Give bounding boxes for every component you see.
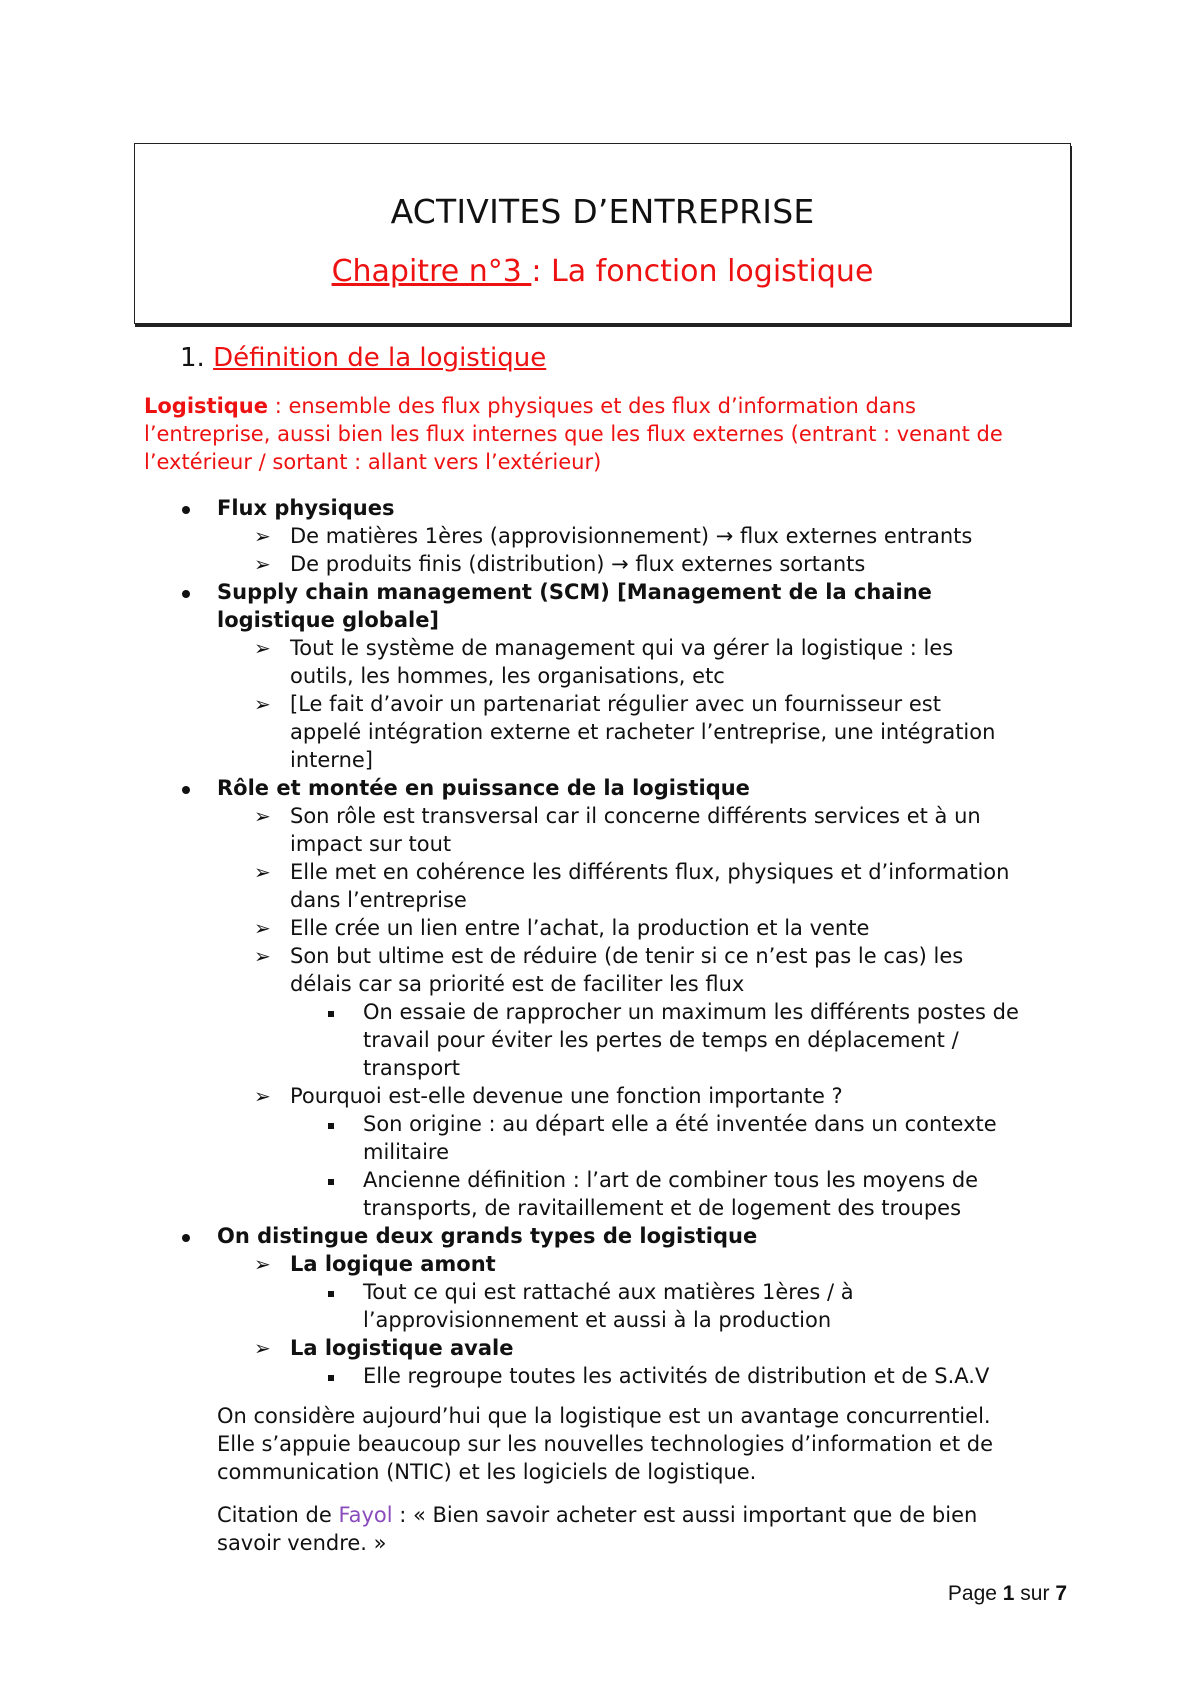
citation-paragraph bbox=[217, 1501, 1077, 1557]
bullet-square-icon bbox=[328, 998, 334, 1026]
chapter-separator: : bbox=[531, 254, 552, 289]
citation-prefix: Citation de bbox=[217, 1503, 339, 1527]
list-line: impact sur tout bbox=[290, 832, 452, 856]
title-box bbox=[134, 143, 1071, 324]
list-line: Ancienne définition : l’art de combiner tous les moyens de bbox=[363, 1168, 979, 1192]
list-line: De produits finis (distribution) → flux externes sortants bbox=[290, 552, 866, 576]
list-line: transports, de ravitaillement et de logement des troupes bbox=[363, 1196, 962, 1220]
list-line: Elle met en cohérence les différents flux, physiques et d’information bbox=[290, 860, 1010, 884]
definition-line: : ensemble des flux physiques et des flux d’information dans bbox=[268, 394, 916, 418]
list-line: La logistique avale bbox=[290, 1336, 514, 1360]
bullet-square-icon bbox=[328, 1110, 334, 1138]
bullet-dot-icon bbox=[182, 578, 190, 606]
definition-term: Logistique bbox=[144, 394, 269, 418]
list-line: [Le fait d’avoir un partenariat régulier avec un fournisseur est bbox=[290, 692, 941, 716]
citation-quote: : « Bien savoir acheter est aussi important que de bien bbox=[392, 1503, 978, 1527]
list-line: Son but ultime est de réduire (de tenir si ce n’est pas le cas) les bbox=[290, 944, 964, 968]
page-total: 7 bbox=[1055, 1582, 1067, 1605]
page-footer bbox=[948, 1582, 1067, 1606]
list-line: délais car sa priorité est de faciliter les flux bbox=[290, 972, 745, 996]
arrow-bullet-icon: ➢ bbox=[254, 1252, 271, 1276]
page-number: 1 bbox=[1002, 1582, 1015, 1605]
definition-line: l’entreprise, aussi bien les flux internes que les flux externes (entrant : venant de bbox=[144, 422, 1003, 446]
chapter-label: Chapitre n°3 bbox=[331, 254, 532, 289]
list-line: Rôle et montée en puissance de la logistique bbox=[217, 776, 750, 800]
arrow-bullet-icon: ➢ bbox=[254, 1084, 271, 1108]
list-line: outils, les hommes, les organisations, etc bbox=[290, 664, 725, 688]
page-word: Page bbox=[947, 1582, 1003, 1605]
list-line: Supply chain management (SCM) [Management de la chaine bbox=[217, 580, 932, 604]
arrow-bullet-icon: ➢ bbox=[254, 636, 271, 660]
citation-author: Fayol bbox=[338, 1503, 393, 1527]
arrow-bullet-icon: ➢ bbox=[254, 692, 271, 716]
bullet-dot-icon bbox=[182, 494, 190, 522]
arrow-bullet-icon: ➢ bbox=[254, 552, 271, 576]
arrow-bullet-icon: ➢ bbox=[254, 860, 271, 884]
list-line: militaire bbox=[363, 1140, 449, 1164]
list-line: Son origine : au départ elle a été inventée dans un contexte bbox=[363, 1112, 997, 1136]
bullet-square-icon bbox=[328, 1166, 334, 1194]
chapter-title: La fonction logistique bbox=[551, 254, 874, 289]
bullet-square-icon bbox=[328, 1278, 334, 1306]
list-line: On distingue deux grands types de logistique bbox=[217, 1224, 758, 1248]
arrow-bullet-icon: ➢ bbox=[254, 916, 271, 940]
list-line: De matières 1ères (approvisionnement) → flux externes entrants bbox=[290, 524, 973, 548]
definition-paragraph bbox=[144, 392, 1074, 476]
paragraph-line: communication (NTIC) et les logiciels de logistique. bbox=[217, 1460, 757, 1484]
list-line: Flux physiques bbox=[217, 496, 395, 520]
list-line: Elle crée un lien entre l’achat, la production et la vente bbox=[290, 916, 870, 940]
list-line: appelé intégration externe et racheter l’entreprise, une intégration bbox=[290, 720, 996, 744]
list-line: On essaie de rapprocher un maximum les différents postes de bbox=[363, 1000, 1019, 1024]
list-line: transport bbox=[363, 1056, 461, 1080]
document-title: ACTIVITES D’ENTREPRISE bbox=[390, 192, 815, 231]
list-line: Tout ce qui est rattaché aux matières 1ères / à bbox=[363, 1280, 854, 1304]
list-line: dans l’entreprise bbox=[290, 888, 467, 912]
paragraph-line: Elle s’appuie beaucoup sur les nouvelles technologies d’information et de bbox=[217, 1432, 994, 1456]
bullet-square-icon bbox=[328, 1362, 334, 1390]
list-line: logistique globale] bbox=[217, 608, 440, 632]
conclusion-paragraph bbox=[217, 1402, 1077, 1486]
paragraph-line: On considère aujourd’hui que la logistique est un avantage concurrentiel. bbox=[217, 1404, 991, 1428]
definition-line: l’extérieur / sortant : allant vers l’extérieur) bbox=[144, 450, 602, 474]
bullet-dot-icon bbox=[182, 774, 190, 802]
arrow-bullet-icon: ➢ bbox=[254, 944, 271, 968]
arrow-bullet-icon: ➢ bbox=[254, 524, 271, 548]
of-word: sur bbox=[1014, 1582, 1056, 1605]
bullet-dot-icon bbox=[182, 1222, 190, 1250]
list-line: La logique amont bbox=[290, 1252, 496, 1276]
list-line: l’approvisionnement et aussi à la production bbox=[363, 1308, 832, 1332]
citation-quote-end: savoir vendre. » bbox=[217, 1531, 387, 1555]
section-title: Définition de la logistique bbox=[213, 343, 547, 373]
arrow-bullet-icon: ➢ bbox=[254, 804, 271, 828]
section-heading bbox=[180, 343, 546, 373]
arrow-bullet-icon: ➢ bbox=[254, 1336, 271, 1360]
list-line: Tout le système de management qui va gérer la logistique : les bbox=[290, 636, 954, 660]
list-line: interne] bbox=[290, 748, 373, 772]
list-line: travail pour éviter les pertes de temps en déplacement / bbox=[363, 1028, 959, 1052]
list-line: Elle regroupe toutes les activités de distribution et de S.A.V bbox=[363, 1364, 990, 1388]
list-line: Pourquoi est-elle devenue une fonction importante ? bbox=[290, 1084, 843, 1108]
section-number: 1. bbox=[180, 343, 205, 373]
list-line: Son rôle est transversal car il concerne différents services et à un bbox=[290, 804, 981, 828]
chapter-heading bbox=[135, 254, 1070, 289]
